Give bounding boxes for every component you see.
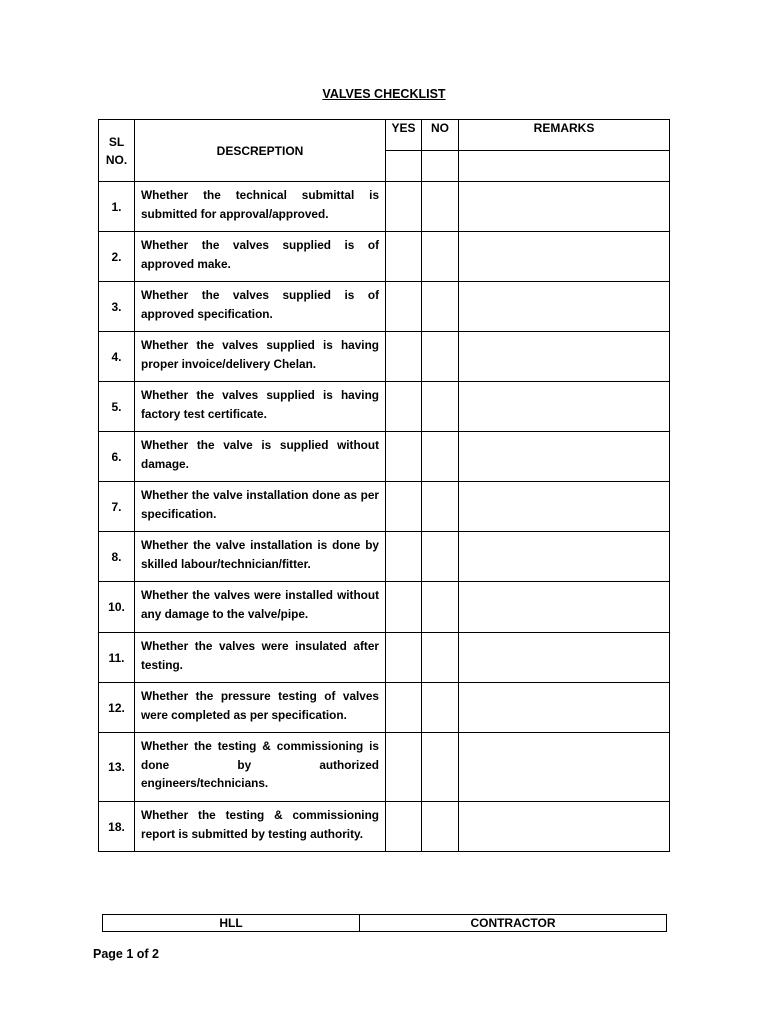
no-cell: [422, 232, 459, 282]
row-description: Whether the valve installation done as per specification.: [135, 482, 386, 532]
row-description: Whether the valves supplied is having factory test certificate.: [135, 382, 386, 432]
remarks-cell: [459, 802, 670, 852]
header-description: DESCREPTION: [135, 120, 386, 182]
row-number: 12.: [99, 683, 135, 733]
no-cell: [422, 683, 459, 733]
row-number: 3.: [99, 282, 135, 332]
remarks-cell: [459, 532, 670, 582]
yes-cell: [386, 182, 422, 232]
row-description: Whether the valves supplied is of approved make.: [135, 232, 386, 282]
table-row: [99, 582, 670, 633]
remarks-cell: [459, 432, 670, 482]
header-yes: YES: [386, 120, 422, 151]
yes-cell: [386, 532, 422, 582]
row-number: 11.: [99, 633, 135, 683]
table-row: [99, 482, 670, 532]
row-description: Whether the testing & commissioning is done by authorized engineers/technicians.: [135, 733, 386, 802]
yes-cell: [386, 382, 422, 432]
yes-cell: [386, 432, 422, 482]
yes-cell: [386, 683, 422, 733]
table-row: [99, 182, 670, 232]
table-row: [99, 432, 670, 482]
row-description: Whether the valves supplied is having proper invoice/delivery Chelan.: [135, 332, 386, 382]
row-number: 10.: [99, 582, 135, 633]
table-row: [99, 382, 670, 432]
no-cell: [422, 733, 459, 802]
no-cell: [422, 282, 459, 332]
page-number: Page 1 of 2: [93, 947, 159, 961]
signature-hll: HLL: [103, 915, 360, 932]
yes-cell: [386, 232, 422, 282]
yes-cell: [386, 332, 422, 382]
row-description: Whether the valve installation is done by skilled labour/technician/fitter.: [135, 532, 386, 582]
header-no: NO: [422, 120, 459, 151]
no-cell: [422, 382, 459, 432]
row-description: Whether the pressure testing of valves were completed as per specification.: [135, 683, 386, 733]
remarks-cell: [459, 683, 670, 733]
no-cell: [422, 532, 459, 582]
header-no-text: NO.: [105, 152, 128, 167]
remarks-cell: [459, 151, 670, 182]
row-description: Whether the valves were installed without any damage to the valve/pipe.: [135, 582, 386, 633]
remarks-cell: [459, 633, 670, 683]
table-row: [99, 633, 670, 683]
row-description: Whether the testing & commissioning report is submitted by testing authority.: [135, 802, 386, 852]
row-number: 2.: [99, 232, 135, 282]
remarks-cell: [459, 282, 670, 332]
remarks-cell: [459, 232, 670, 282]
remarks-cell: [459, 382, 670, 432]
no-cell: [422, 582, 459, 633]
table-row: [99, 232, 670, 282]
no-cell: [422, 182, 459, 232]
row-number: 7.: [99, 482, 135, 532]
header-remarks: REMARKS: [459, 120, 670, 151]
remarks-cell: [459, 182, 670, 232]
signature-contractor: CONTRACTOR: [360, 915, 667, 932]
row-description: Whether the valves were insulated after testing.: [135, 633, 386, 683]
row-number: 4.: [99, 332, 135, 382]
header-sl-no: [99, 120, 135, 182]
row-description: Whether the valves supplied is of approved specification.: [135, 282, 386, 332]
document-title: VALVES CHECKLIST: [322, 87, 446, 101]
signature-table: [102, 914, 667, 932]
header-sl-text: SL: [108, 134, 125, 149]
yes-cell: [386, 802, 422, 852]
row-description: Whether the valve is supplied without damage.: [135, 432, 386, 482]
remarks-cell: [459, 332, 670, 382]
no-cell: [422, 802, 459, 852]
no-cell: [422, 482, 459, 532]
row-number: 6.: [99, 432, 135, 482]
remarks-cell: [459, 582, 670, 633]
yes-cell: [386, 582, 422, 633]
yes-cell: [386, 733, 422, 802]
yes-cell: [386, 282, 422, 332]
remarks-cell: [459, 482, 670, 532]
no-cell: [422, 151, 459, 182]
no-cell: [422, 432, 459, 482]
checklist-table: [98, 119, 670, 852]
table-row: [99, 733, 670, 802]
yes-cell: [386, 482, 422, 532]
row-description: Whether the technical submittal is submitted for approval/approved.: [135, 182, 386, 232]
row-number: 8.: [99, 532, 135, 582]
table-row: [99, 532, 670, 582]
row-number: 18.: [99, 802, 135, 852]
table-row: [99, 332, 670, 382]
table-row: [99, 802, 670, 852]
remarks-cell: [459, 733, 670, 802]
row-number: 5.: [99, 382, 135, 432]
table-row: [99, 282, 670, 332]
yes-cell: [386, 633, 422, 683]
no-cell: [422, 633, 459, 683]
table-row: [99, 683, 670, 733]
row-number: 1.: [99, 182, 135, 232]
row-number: 13.: [99, 733, 135, 802]
no-cell: [422, 332, 459, 382]
header-row: [99, 120, 670, 151]
yes-cell: [386, 151, 422, 182]
